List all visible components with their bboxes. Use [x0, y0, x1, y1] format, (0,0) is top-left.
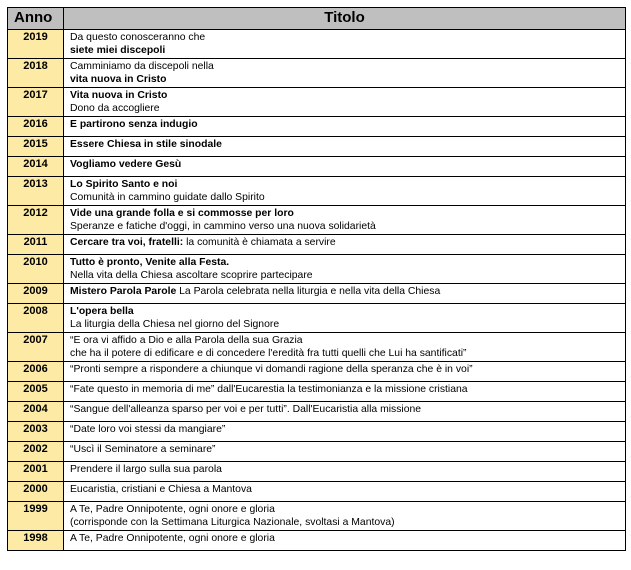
title-text: La Parola celebrata nella liturgia e nella vita della Chiesa: [176, 286, 441, 297]
title-text: “Pronti sempre a rispondere a chiunque vi domandi ragione della speranza che è in voi”: [70, 364, 473, 375]
title-text: Da questo conosceranno che: [70, 32, 206, 43]
title-text-bold: Vogliamo vedere Gesù: [70, 159, 182, 170]
year-cell: 2002: [8, 442, 64, 462]
year-cell: 1998: [8, 531, 64, 551]
table-row: [8, 117, 626, 137]
year-cell: 2004: [8, 402, 64, 422]
title-line: [70, 89, 625, 102]
title-line: [70, 463, 625, 476]
title-line: [70, 503, 625, 516]
title-text: “Sangue dell'alleanza sparso per voi e per tutti”. Dall'Eucaristia alla missione: [70, 404, 422, 415]
title-line: [70, 285, 625, 298]
year-cell: 2016: [8, 117, 64, 137]
title-text: Eucaristia, cristiani e Chiesa a Mantova: [70, 484, 252, 495]
title-text: La liturgia della Chiesa nel giorno del Signore: [70, 319, 280, 330]
title-cell: [64, 255, 626, 284]
title-text-bold: Vita nuova in Cristo: [70, 90, 168, 101]
title-text: che ha il potere di edificare e di concedere l'eredità fra tutti quelli che Lui ha santificati”: [70, 348, 467, 359]
title-line: [70, 138, 625, 151]
title-line: [70, 191, 625, 204]
title-cell: [64, 235, 626, 255]
title-cell: [64, 117, 626, 137]
title-text: Speranze e fatiche d'oggi, in cammino verso una nuova solidarietà: [70, 221, 376, 232]
table-row: [8, 442, 626, 462]
title-cell: [64, 30, 626, 59]
title-line: [70, 158, 625, 171]
title-text-bold: Tutto è pronto, Venite alla Festa.: [70, 257, 230, 268]
title-cell: [64, 362, 626, 382]
table-row: [8, 137, 626, 157]
year-cell: 2000: [8, 482, 64, 502]
year-cell: 2011: [8, 235, 64, 255]
title-text-bold: L'opera bella: [70, 306, 134, 317]
title-text-bold: Lo Spirito Santo e noi: [70, 179, 178, 190]
title-cell: [64, 502, 626, 531]
table-row: [8, 206, 626, 235]
title-line: [70, 347, 625, 360]
table-row: [8, 531, 626, 551]
title-text-bold: Cercare tra voi, fratelli:: [70, 237, 184, 248]
title-text: (corrisponde con la Settimana Liturgica Nazionale, svoltasi a Mantova): [70, 517, 395, 528]
title-line: [70, 256, 625, 269]
title-cell: [64, 59, 626, 88]
title-line: [70, 318, 625, 331]
title-line: [70, 363, 625, 376]
year-cell: 2005: [8, 382, 64, 402]
title-text: Camminiamo da discepoli nella: [70, 61, 214, 72]
title-text-bold: E partirono senza indugio: [70, 119, 198, 130]
table-row: [8, 422, 626, 442]
title-text-bold: siete miei discepoli: [70, 45, 166, 56]
table-row: [8, 88, 626, 117]
title-cell: [64, 206, 626, 235]
title-cell: [64, 88, 626, 117]
title-cell: [64, 531, 626, 551]
title-text: Prendere il largo sulla sua parola: [70, 464, 222, 475]
title-line: [70, 207, 625, 220]
title-line: [70, 305, 625, 318]
year-cell: 2017: [8, 88, 64, 117]
title-line: [70, 443, 625, 456]
table-row: [8, 462, 626, 482]
title-text-bold: vita nuova in Cristo: [70, 74, 167, 85]
table-row: [8, 304, 626, 333]
title-line: [70, 118, 625, 131]
title-cell: [64, 442, 626, 462]
title-cell: [64, 462, 626, 482]
title-line: [70, 178, 625, 191]
table-row: [8, 382, 626, 402]
title-text: “E ora vi affido a Dio e alla Parola della sua Grazia: [70, 335, 303, 346]
table-row: [8, 333, 626, 362]
title-line: [70, 60, 625, 73]
title-cell: [64, 137, 626, 157]
title-text: la comunità è chiamata a servire: [183, 237, 336, 248]
table-row: [8, 482, 626, 502]
table-row: [8, 30, 626, 59]
year-cell: 2015: [8, 137, 64, 157]
title-line: [70, 102, 625, 115]
table-row: [8, 177, 626, 206]
title-cell: [64, 422, 626, 442]
title-line: [70, 31, 625, 44]
year-cell: 2018: [8, 59, 64, 88]
title-text: A Te, Padre Onnipotente, ogni onore e gloria: [70, 504, 275, 515]
title-text: Dono da accogliere: [70, 103, 160, 114]
table-row: [8, 402, 626, 422]
titles-table: [7, 7, 626, 551]
title-line: [70, 383, 625, 396]
title-line: [70, 532, 625, 545]
table-row: [8, 157, 626, 177]
title-line: [70, 269, 625, 282]
year-cell: 2008: [8, 304, 64, 333]
table-row: [8, 284, 626, 304]
year-cell: 2012: [8, 206, 64, 235]
title-text: Nella vita della Chiesa ascoltare scoprire partecipare: [70, 270, 313, 281]
header-year: Anno: [8, 8, 64, 30]
title-line: [70, 483, 625, 496]
year-cell: 2001: [8, 462, 64, 482]
year-cell: 2019: [8, 30, 64, 59]
year-cell: 2009: [8, 284, 64, 304]
title-text: “Fate questo in memoria di me” dall'Eucarestia la testimonianza e la missione cristiana: [70, 384, 468, 395]
title-line: [70, 236, 625, 249]
title-line: [70, 220, 625, 233]
year-cell: 1999: [8, 502, 64, 531]
title-text: “Date loro voi stessi da mangiare”: [70, 424, 226, 435]
year-cell: 2007: [8, 333, 64, 362]
title-text-bold: Essere Chiesa in stile sinodale: [70, 139, 222, 150]
year-cell: 2006: [8, 362, 64, 382]
title-cell: [64, 284, 626, 304]
title-cell: [64, 482, 626, 502]
title-cell: [64, 402, 626, 422]
title-cell: [64, 177, 626, 206]
table-row: [8, 502, 626, 531]
title-cell: [64, 333, 626, 362]
year-cell: 2014: [8, 157, 64, 177]
year-cell: 2010: [8, 255, 64, 284]
header-title: Titolo: [64, 8, 626, 30]
table-row: [8, 362, 626, 382]
title-line: [70, 423, 625, 436]
title-line: [70, 334, 625, 347]
title-text: “Uscì il Seminatore a seminare”: [70, 444, 216, 455]
header-row: [8, 8, 626, 30]
table-row: [8, 59, 626, 88]
title-text: A Te, Padre Onnipotente, ogni onore e gloria: [70, 533, 275, 544]
title-line: [70, 73, 625, 86]
title-cell: [64, 382, 626, 402]
year-cell: 2013: [8, 177, 64, 206]
title-text-bold: Vide una grande folla e si commosse per loro: [70, 208, 294, 219]
title-cell: [64, 157, 626, 177]
title-line: [70, 516, 625, 529]
table-row: [8, 235, 626, 255]
title-line: [70, 403, 625, 416]
title-cell: [64, 304, 626, 333]
table-row: [8, 255, 626, 284]
title-line: [70, 44, 625, 57]
year-cell: 2003: [8, 422, 64, 442]
title-text-bold: Mistero Parola Parole: [70, 286, 177, 297]
title-text: Comunità in cammino guidate dallo Spirito: [70, 192, 265, 203]
